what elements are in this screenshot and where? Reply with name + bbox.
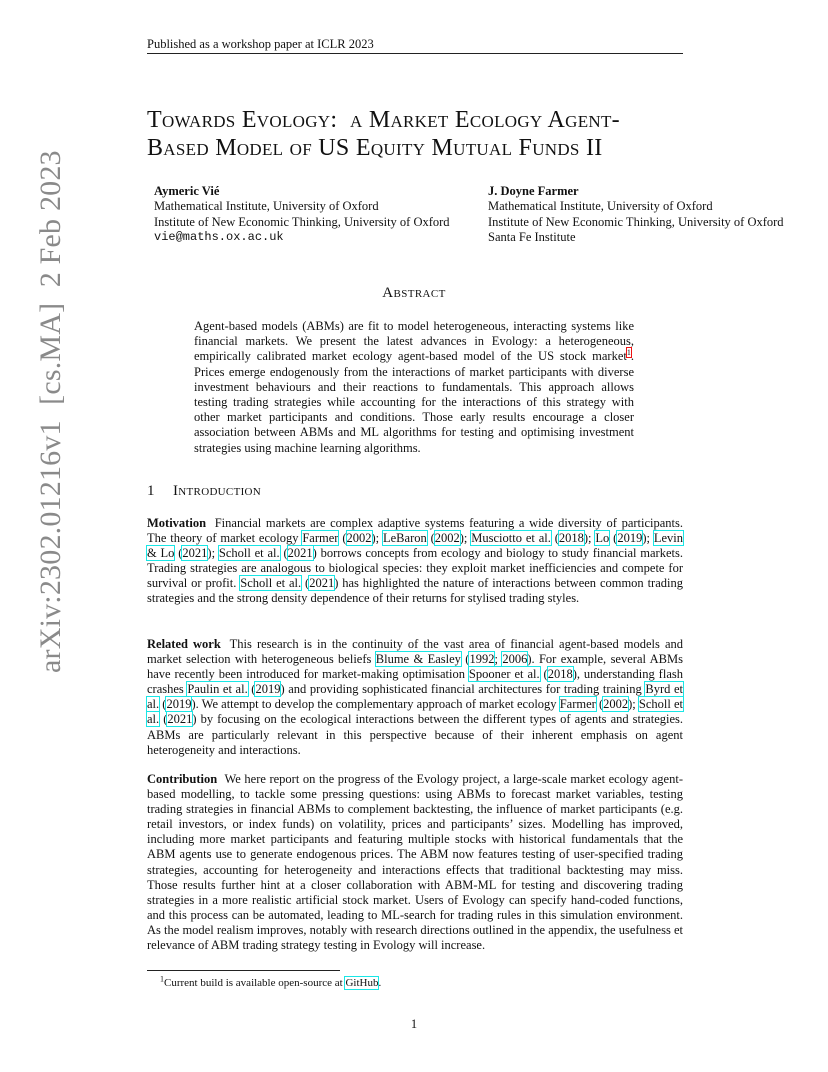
body-text: We here report on the progress of the Evology project, a large-scale market ecology agent-based modelling, to tackle some pressing questions: using ABMs to forecast market variables, testing trading strategies in financial ABMs to complement backtesting, the influence of market participants (e.g. retail investors, or index funds) on volatility, prices and participants’ sizes. Modelling has improved, including more market participants and featuring multiple stocks with historical fundamentals that the ABM agents use to generate endogenous prices. The ABM now features testing of user-specified trading strategies, accounting for heterogeneity and interactions effects that traditional backtesting may miss. Those results further hint at a closer collaboration with ABM-ML for testing and discovering trading strategies in a more realistic artificial stock market. Users of Evology can specify hand-coded functions, and this process can be automated, leading to ML-search for trading rules in this simulation environment. As the model realism improves, notably with research directions outlined in the appendix, the usefulness et relevance of ABM trading strategy testing in Evology will increase. (147, 772, 683, 953)
citation-link[interactable]: Scholl et al. (218, 546, 280, 561)
body-text: ). We attempt to develop the complementary approach of market ecology (191, 697, 560, 712)
citation-link[interactable]: 2002 (346, 531, 372, 546)
page-number: 1 (410, 1017, 418, 1031)
paragraph-lead: Related work (147, 637, 221, 651)
abstract-text: . Prices emerge endogenously from the interactions of market participants with diverse investment behaviours and their reactions to fundamentals. This approach allows testing trading strategies while accounting for the interactions of this strategy with other market participants and conditions. Those early results encourage a closer association between ABMs and ML algorithms for testing and optimising investment strategies using machine learning algorithms. (194, 349, 634, 455)
title-line-1: Towards Evology: a Market Ecology Agent- (147, 107, 620, 133)
paragraph-lead: Motivation (147, 516, 207, 530)
body-text: ); (583, 531, 596, 546)
footnote-ref[interactable]: 1 (626, 348, 631, 358)
citation-link[interactable]: 2021 (287, 546, 313, 561)
citation-link[interactable]: 2021 (182, 546, 208, 561)
citation-link[interactable]: 2018 (547, 667, 573, 682)
citation-link[interactable]: Paulin et al. (187, 682, 248, 697)
body-text: ( (279, 546, 288, 561)
citation-link[interactable]: Levin & Lo (147, 531, 683, 561)
section-number: 1 (147, 483, 155, 499)
title-line-2: Based Model of US Equity Mutual Funds II (147, 135, 603, 161)
body-text: Financial markets are complex adaptive systems featuring a wide diversity of participants. The theory of market ecology (147, 516, 684, 546)
author-affiliation: Institute of New Economic Thinking, University of Oxford (154, 214, 450, 229)
author-affiliation: Mathematical Institute, University of Oxford (154, 199, 379, 214)
author-name: Aymeric Vié (154, 184, 220, 198)
citation-link[interactable]: 1992 (469, 652, 495, 667)
citation-link[interactable]: Scholl et al. (240, 576, 302, 591)
body-text: ); (371, 531, 383, 546)
author-affiliation: Mathematical Institute, University of Oxford (488, 199, 713, 214)
author-block-vie (154, 184, 450, 245)
citation-link[interactable]: 2002 (434, 531, 460, 546)
body-text: ) borrows concepts from ecology and biology to study financial markets. Trading strategies are analogous to biological species: they exploit market inefficiencies and compete for survival or profit. (147, 546, 683, 591)
abstract-heading: Abstract (382, 285, 446, 301)
citation-link[interactable]: 2006 (502, 652, 528, 667)
running-header: Published as a workshop paper at ICLR 2023 (147, 37, 374, 51)
citation-link[interactable]: 2021 (309, 576, 335, 591)
body-text: ( (174, 546, 183, 561)
footnote-mark: 1 (160, 974, 164, 984)
body-text: ( (460, 652, 470, 667)
body-text: ); (628, 697, 639, 712)
footnote (160, 976, 381, 990)
body-text: ) has highlighted the nature of interactions between common trading strategies and the strong density dependence of their returns for stylised trading styles. (147, 576, 683, 606)
body-text: ; (494, 652, 503, 667)
citation-link[interactable]: Musciotto et al. (471, 531, 551, 546)
body-text: ) by focusing on the ecological interactions between the different types of agents and strategies. ABMs are particularly relevant in this perspective because of their inherent emphasis on agent heterogeneity and interactions. (147, 712, 684, 757)
github-link[interactable]: GitHub (345, 977, 379, 989)
header-rule (147, 53, 683, 54)
abstract-body (194, 319, 634, 456)
section-title: Introduction (173, 483, 262, 499)
section-heading (147, 482, 261, 500)
body-text: ); (459, 531, 472, 546)
citation-link[interactable]: LeBaron (383, 531, 427, 546)
body-text: ( (159, 697, 167, 712)
body-text: This research is in the continuity of the vast area of financial agent-based models and market selection with heterogeneous beliefs (147, 637, 683, 667)
abstract-text: Agent-based models (ABMs) are fit to model heterogeneous, interacting systems like financial markets. We present the latest advances in Evology: a heterogeneous, empirically calibrated market ecology agent-based model of the US stock market (194, 319, 634, 364)
body-text: ( (338, 531, 347, 546)
body-text: ), understanding flash crashes (147, 667, 683, 697)
arxiv-identifier[interactable]: arXiv:2302.01216v1 [cs.MA] 2 Feb 2023 (34, 150, 67, 673)
author-email[interactable]: vie@maths.ox.ac.uk (154, 229, 284, 244)
paragraph-related-work (147, 637, 683, 758)
paper-title (147, 106, 707, 162)
body-text: ( (247, 682, 256, 697)
citation-link[interactable]: Blume & Easley (375, 652, 461, 667)
body-text: ) and providing sophisticated financial architectures for trading training (280, 682, 646, 697)
body-text: ); (642, 531, 654, 546)
citation-link[interactable]: 2019 (617, 531, 643, 546)
citation-link[interactable]: Scholl et al. (147, 697, 684, 727)
citation-link[interactable]: 2018 (558, 531, 584, 546)
author-name: J. Doyne Farmer (488, 184, 579, 198)
footnote-text: . (378, 977, 382, 989)
body-text: ( (595, 697, 604, 712)
body-text: ); (207, 546, 219, 561)
footnote-rule (147, 970, 340, 971)
footnote-text: Current build is available open-source at (164, 977, 346, 989)
author-affiliation: Santa Fe Institute (488, 229, 576, 244)
body-text: ( (159, 712, 168, 727)
citation-link[interactable]: Spooner et al. (468, 667, 540, 682)
citation-link[interactable]: 2021 (167, 712, 193, 727)
body-text: ( (609, 531, 618, 546)
author-affiliation: Institute of New Economic Thinking, University of Oxford (488, 214, 784, 229)
paragraph-contribution (147, 772, 683, 953)
citation-link[interactable]: 2002 (603, 697, 629, 712)
citation-link[interactable]: 2019 (166, 697, 192, 712)
body-text: ). For example, several ABMs have recently been introduced for market-making optimisation (147, 652, 683, 682)
body-text: ( (426, 531, 435, 546)
body-text: ( (550, 531, 559, 546)
citation-link[interactable]: Farmer (559, 697, 596, 712)
citation-link[interactable]: Farmer (302, 531, 339, 546)
author-block-farmer (488, 184, 784, 245)
paragraph-motivation (147, 516, 683, 607)
paragraph-lead: Contribution (147, 772, 218, 786)
citation-link[interactable]: 2019 (255, 682, 281, 697)
citation-link[interactable]: Byrd et al. (147, 682, 683, 712)
body-text: ( (539, 667, 548, 682)
citation-link[interactable]: Lo (595, 531, 610, 546)
body-text: ( (301, 576, 310, 591)
